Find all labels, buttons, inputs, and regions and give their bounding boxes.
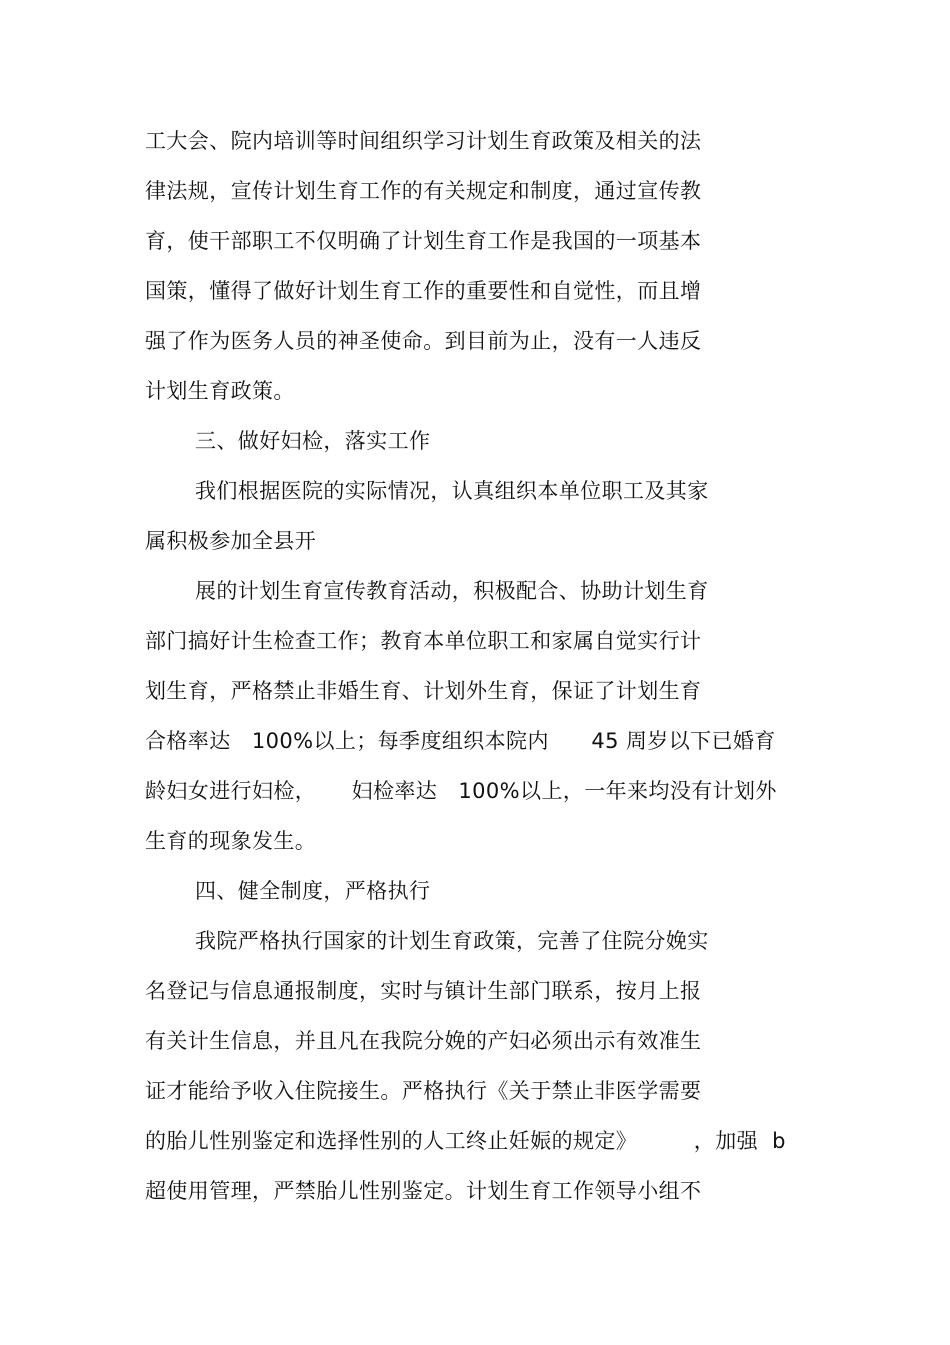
text-line: 划生育，严格禁止非婚生育、计划外生育，保证了计划生育 [145,679,702,703]
text-line: 律法规，宣传计划生育工作的有关规定和制度，通过宣传教 [145,179,702,203]
text-line: 我院严格执行国家的计划生育政策，完善了住院分娩实 [195,929,709,953]
text-line: 的胎儿性别鉴定和选择性别的人工终止妊娠的规定》 ，加强 b [145,1129,786,1153]
text-line: 有关计生信息，并且凡在我院分娩的产妇必须出示有效准生 [145,1029,702,1053]
text-line: 生育的现象发生。 [145,829,317,853]
text-line: 工大会、院内培训等时间组织学习计划生育政策及相关的法 [145,129,702,153]
text-line: 合格率达 100%以上；每季度组织本院内 45 周岁以下已婚育 [145,729,776,753]
text-line: 计划生育政策。 [145,379,295,403]
text-line: 部门搞好计生检查工作；教育本单位职工和家属自觉实行计 [145,629,702,653]
text-line: 证才能给予收入住院接生。严格执行《关于禁止非医学需要 [145,1079,702,1103]
text-line: 我们根据医院的实际情况，认真组织本单位职工及其家 [195,479,709,503]
text-line: 龄妇女进行妇检， 妇检率达 100%以上，一年来均没有计划外 [145,779,777,803]
text-line: 属积极参加全县开 [145,529,317,553]
text-line: 展的计划生育宣传教育活动，积极配合、协助计划生育 [195,579,709,603]
text-line: 强了作为医务人员的神圣使命。到目前为止，没有一人违反 [145,329,702,353]
text-line: 育，使干部职工不仅明确了计划生育工作是我国的一项基本 [145,229,702,253]
section-heading: 三、做好妇检，落实工作 [195,429,431,453]
section-heading: 四、健全制度，严格执行 [195,879,431,903]
text-line: 国策，懂得了做好计划生育工作的重要性和自觉性，而且增 [145,279,702,303]
text-line: 名登记与信息通报制度，实时与镇计生部门联系，按月上报 [145,979,702,1003]
text-line: 超使用管理，严禁胎儿性别鉴定。计划生育工作领导小组不 [145,1179,702,1203]
